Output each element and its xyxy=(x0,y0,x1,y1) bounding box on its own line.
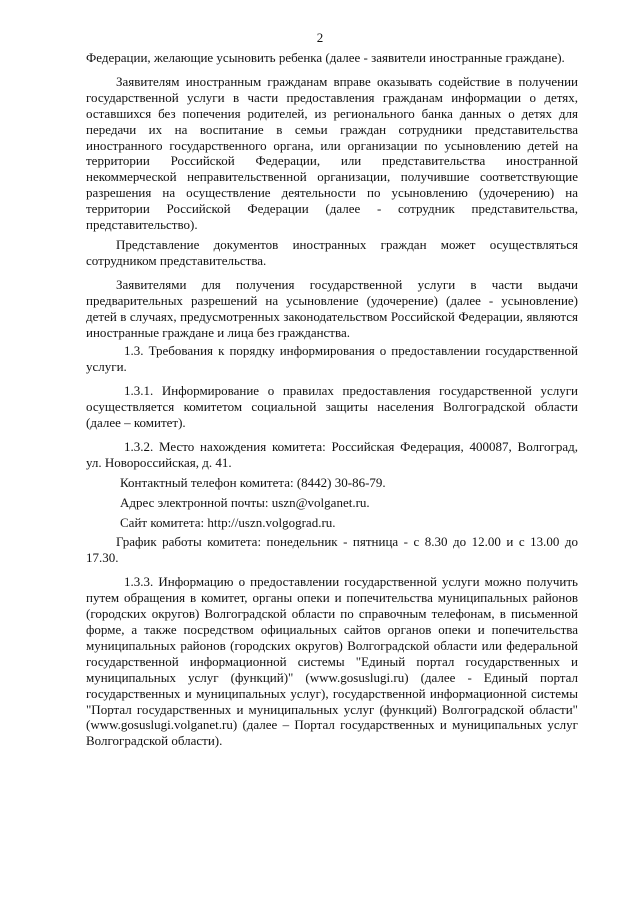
paragraph-assistance: Заявителям иностранным гражданам вправе оказывать содействие в получении государственной услуги в части предоставления гражданам информации о детях, оставшихся без попечения родителей, из регионального банка данных о детях для передачи их на воспитание в семьи граждан сотрудники представительства иностранного государственного органа, или организации по усыновлению детей на территории Российской Федерации, или представительства иностранной некоммерческой неправительственной организации, получившие соответствующие разрешения на осуществление деятельности по усыновлению (удочерению) на территории Российской Федерации (далее - сотрудник представительства, представительство). xyxy=(86,73,578,233)
paragraph-applicants-continued: Федерации, желающие усыновить ребенка (далее - заявители иностранные граждане). xyxy=(86,50,565,65)
committee-website: Сайт комитета: http://uszn.volgograd.ru. xyxy=(120,514,336,530)
page-number: 2 xyxy=(316,30,324,45)
section-1-3-1: 1.3.1. Информирование о правилах предоставления государственной услуги осуществляется комитетом социальной защиты населения Волгоградской области (далее – комитет). xyxy=(86,383,578,431)
section-1-3-heading: 1.3. Требования к порядку информирования о предоставлении государственной услуги. xyxy=(86,343,578,375)
contact-email: Адрес электронной почты: uszn@volganet.ru. xyxy=(120,494,370,510)
working-hours: График работы комитета: понедельник - пятница - с 8.30 до 12.00 и с 13.00 до 17.30. xyxy=(86,534,578,566)
document-body xyxy=(86,50,578,749)
paragraph-preliminary-permits: Заявителями для получения государственной услуги в части выдачи предварительных разрешений на усыновление (удочерение) (далее - усыновление) детей в случаях, предусмотренных законодательством Российской Федерации, являются иностранные граждане и лица без гражданства. xyxy=(86,276,578,340)
section-1-3-2: 1.3.2. Место нахождения комитета: Российская Федерация, 400087, Волгоград, ул. Новороссийская, д. 41. xyxy=(86,438,578,470)
section-1-3-3: 1.3.3. Информацию о предоставлении государственной услуги можно получить путем обращения в комитет, органы опеки и попечительства муниципальных районов (городских округов) Волгоградской области по справочным телефонам, в письменной форме, а также посредством официальных сайтов органов опеки и попечительства муниципальных районов (городских округов) Волгоградской области или федеральной государственной информационной системы "Единый портал государственных и муниципальных услуг (функций)" (www.gosuslugi.ru) (далее - Единый портал государственных и муниципальных услуг), государственной информационной системы "Портал государственных и муниципальных услуг (функций) Волгоградской области" (www.gosuslugi.volganet.ru) (далее – Портал государственных и муниципальных услуг Волгоградской области). xyxy=(86,574,578,749)
paragraph-documents: Представление документов иностранных граждан может осуществляться сотрудником представительства. xyxy=(86,236,578,268)
contact-phone: Контактный телефон комитета: (8442) 30-86-79. xyxy=(120,474,386,490)
